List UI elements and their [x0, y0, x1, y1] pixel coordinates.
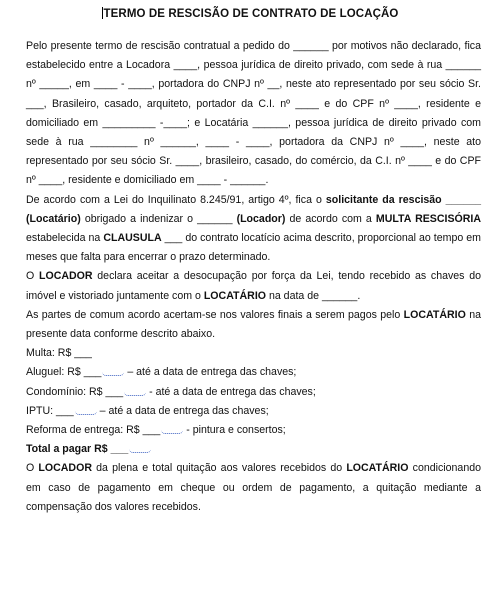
text-cursor: [102, 7, 103, 19]
document-title: [0, 7, 500, 20]
paragraph-final-values: As partes de comum acordo acertam-se nos valores finais a serem pagos pelo LOCATÁRIO na presente data conforme descrito abaixo.: [26, 308, 481, 341]
spellcheck-underline: [102, 367, 124, 376]
line-aluguel: Aluguel: R$ ___ – até a data de entrega das chaves;: [26, 366, 297, 379]
spellcheck-underline: [75, 406, 97, 415]
line-condominio: Condomínio: R$ ___ - até a data de entrega das chaves;: [26, 385, 316, 398]
line-reforma: Reforma de entrega: R$ ___ - pintura e consertos;: [26, 424, 286, 437]
paragraph-keys-delivery: O LOCADOR declara aceitar a desocupação por força da Lei, tendo recebido as chaves do imóvel e vistoriado juntamente com o LOCATÁRIO na data de ______.: [26, 270, 481, 302]
paragraph-quittance: O LOCADOR da plena e total quitação aos valores recebidos do LOCATÁRIO condicionando em caso de pagamento em cheque ou ordem de pagamento, a quitação mediante a compensação dos valores recebidos.: [26, 462, 481, 513]
spellcheck-underline: [129, 444, 151, 453]
line-iptu: IPTU: ___ – até a data de entrega das chaves;: [26, 404, 269, 417]
paragraph-rescission-terms: De acordo com a Lei do Inquilinato 8.245/91, artigo 4º, fica o solicitante da rescisão ______ (Locatário) obrigado a indenizar o ______ (Locador) de acordo com a MULTA RESCISÓRIA estabelecida na CLAUSULA ___ do contrato locatício acima descrito, proporcional ao tempo em meses que falta para encerrar o prazo determinado.: [26, 193, 482, 264]
spellcheck-underline: [124, 387, 146, 396]
paragraph-parties: Pelo presente termo de rescisão contratual a pedido do ______ por motivos não declarado, fica estabelecido entre a Locadora ____, pessoa jurídica de direito privado, com sede à rua ______ nº _____, em ____ - ____, portadora do CNPJ nº __, neste ato representado por seu sócio Sr. ___, Brasileiro, casado, arquiteto, portador da C.I. nº ____ e do CPF nº ____, residente e domiciliado em _________ -____; e Locatária ______, pessoa jurídica de direito privado com sede à rua ________ nº ______, ____ - ____, portadora da CNPJ nº ____, neste ato representado por seu sócio Sr. ____, brasileiro, casado, do comércio, da C.I. nº ____ e do CPF nº ____, residente e domiciliado em ____ - ______.: [26, 40, 481, 187]
document-body[interactable]: [26, 37, 481, 517]
line-total: Total a pagar R$ ___: [26, 440, 481, 459]
spellcheck-underline: [161, 425, 183, 434]
document-title-text: TERMO DE RESCISÃO DE CONTRATO DE LOCAÇÃO: [103, 8, 399, 20]
line-multa: Multa: R$ ___: [26, 347, 92, 360]
